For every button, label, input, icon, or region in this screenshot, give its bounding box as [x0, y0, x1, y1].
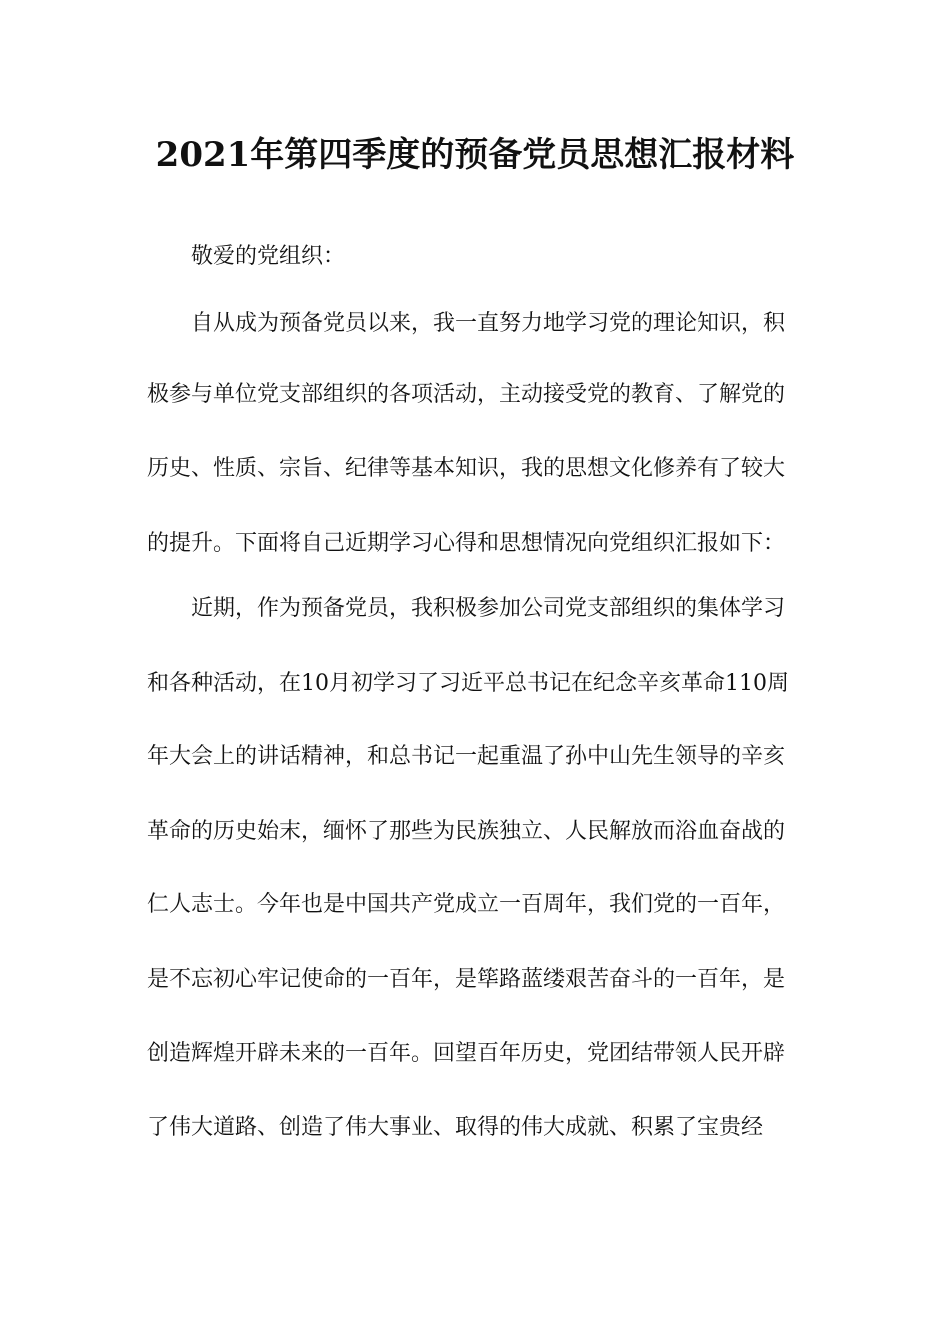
paragraph-line: 和各种活动，在10月初学习了习近平总书记在纪念辛亥革命110周: [147, 671, 789, 696]
document-title: 2021年第四季度的预备党员思想汇报材料: [155, 135, 795, 175]
paragraph-line: 历史、性质、宗旨、纪律等基本知识，我的思想文化修养有了较大: [147, 456, 786, 481]
paragraph-line: 自从成为预备党员以来，我一直努力地学习党的理论知识，积: [191, 311, 786, 336]
paragraph-line: 近期，作为预备党员，我积极参加公司党支部组织的集体学习: [191, 596, 786, 621]
paragraph-line: 极参与单位党支部组织的各项活动，主动接受党的教育、了解党的: [147, 382, 786, 407]
paragraph-line: 年大会上的讲话精神，和总书记一起重温了孙中山先生领导的辛亥: [147, 744, 786, 769]
paragraph-line: 仁人志士。今年也是中国共产党成立一百周年，我们党的一百年，: [147, 892, 786, 917]
paragraph-line: 是不忘初心牢记使命的一百年，是筚路蓝缕艰苦奋斗的一百年，是: [147, 967, 786, 992]
greeting-line: 敬爱的党组织：: [191, 244, 346, 269]
paragraph-line: 创造辉煌开辟未来的一百年。回望百年历史，党团结带领人民开辟: [147, 1041, 786, 1066]
paragraph-line: 了伟大道路、创造了伟大事业、取得的伟大成就、积累了宝贵经: [147, 1115, 764, 1140]
paragraph-line: 革命的历史始末，缅怀了那些为民族独立、人民解放而浴血奋战的: [147, 819, 786, 844]
paragraph-line: 的提升。下面将自己近期学习心得和思想情况向党组织汇报如下：: [147, 531, 786, 556]
